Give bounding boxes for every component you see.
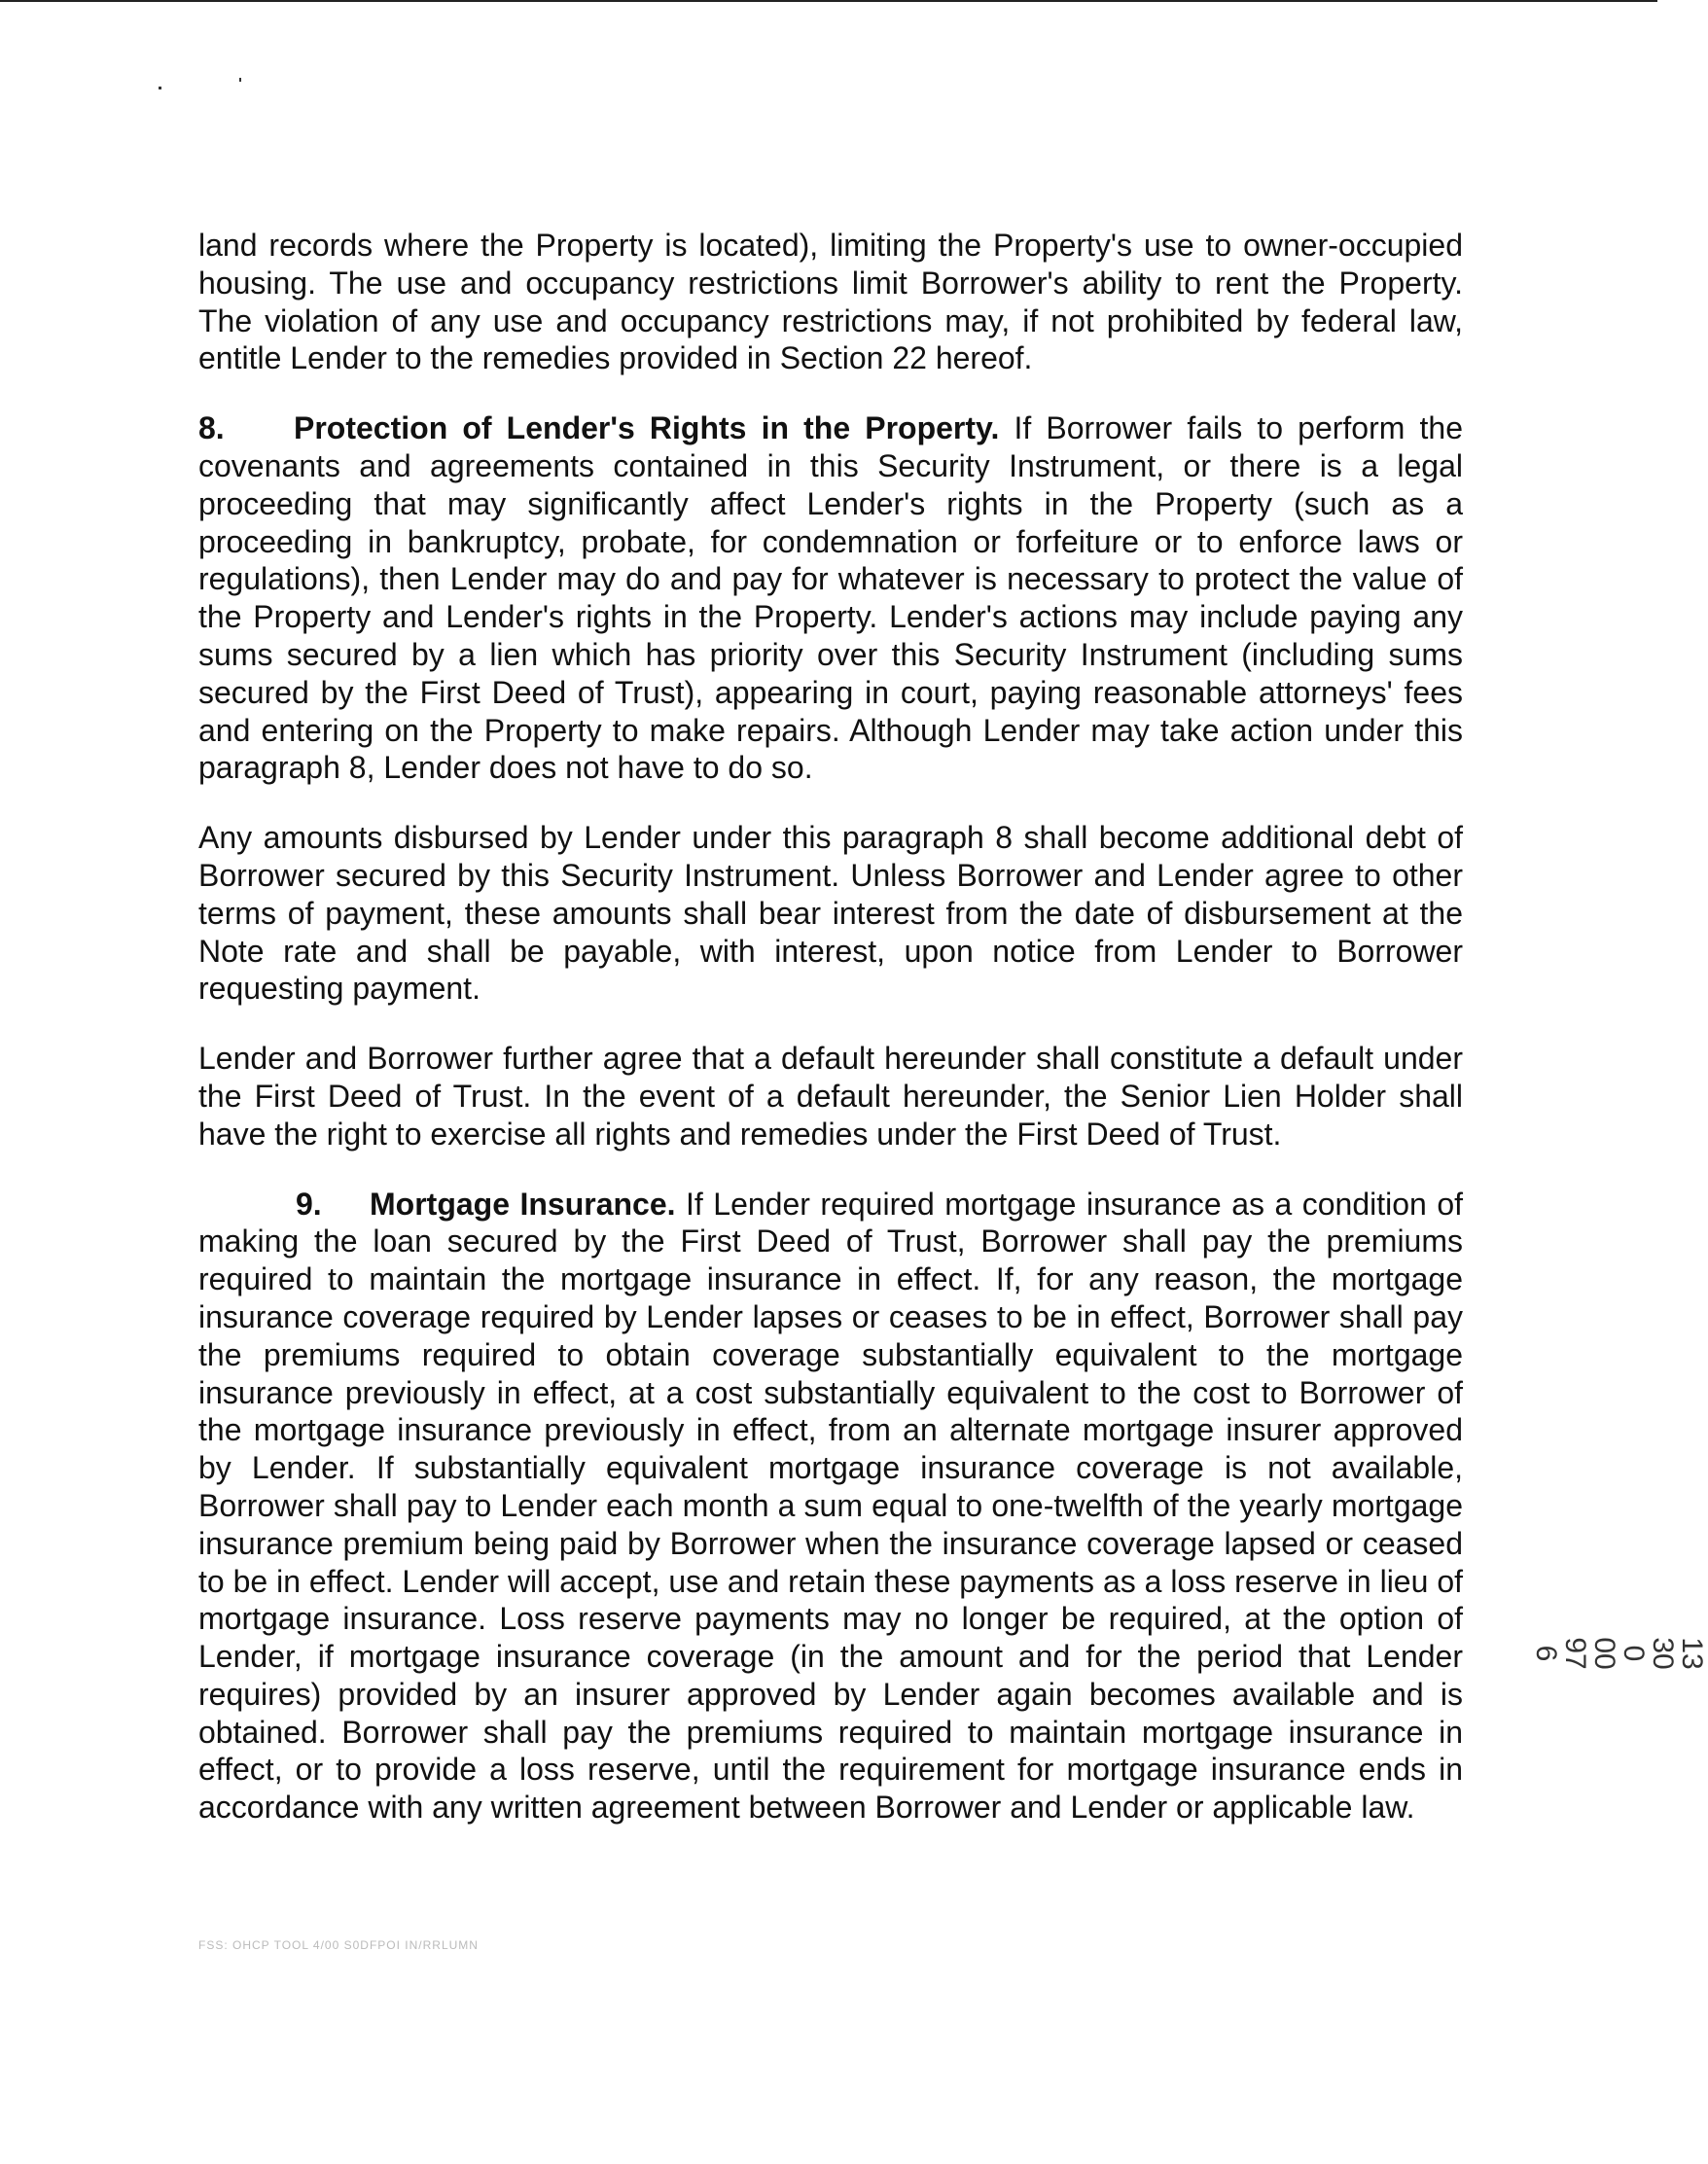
section-heading: Mortgage Insurance.: [370, 1186, 676, 1222]
section-text: If Lender required mortgage insurance as a condition of making the loan secured by the First Deed of Trust, Borrower shall pay the premiums required to maintain the mortgage insurance in effect. If, for any reason, the mortgage insurance coverage required by Lender lapses or ceases to be in effect, Borrower shall pay the premiums required to obtain coverage substantially equivalent to the mortgage insurance previously in effect, at a cost substantially equivalent to the cost to Borrower of the mortgage insurance previously in effect, from an alternate mortgage insurer approved by Lender. If substantially equivalent mortgage insurance coverage is not available, Borrower shall pay to Lender each month a sum equal to one-twelfth of the yearly mortgage insurance premium being paid by Borrower when the insurance coverage lapsed or ceased to be in effect. Lender will accept, use and retain these payments as a loss reserve in lieu of mortgage insurance. Loss reserve payments may no longer be required, at the option of Lender, if mortgage insurance coverage (in the amount and for the period that Lender requires) provided by an insurer approved by Lender again becomes available and is obtained. Borrower shall pay the premiums required to maintain mortgage insurance in effect, or to provide a loss reserve, until the requirement for mortgage insurance ends in accordance with any written agreement between Borrower and Lender or applicable law.: [198, 1186, 1464, 1826]
scan-speck: [159, 87, 161, 89]
paragraph-default-agreement: [198, 1040, 1463, 1153]
section-number: 8.: [198, 410, 225, 446]
section-text: If Borrower fails to perform the covenants and agreements contained in this Security Instrument, or there is a legal proceeding that may significantly affect Lender's rights in the Property (such as a proceeding in bankruptcy, probate, for condemnation or forfeiture or to enforce laws or regulations), then Lender may do and pay for whatever is necessary to protect the value of the Property and Lender's rights in the Property. Lender's actions may include paying any sums secured by a lien which has priority over this Security Instrument (including sums secured by the First Deed of Trust), appearing in court, paying reasonable attorneys' fees and entering on the Property to make repairs. Although Lender may take action under this paragraph 8, Lender does not have to do so.: [198, 410, 1464, 786]
stamp-text: 13300 00976: [1530, 1637, 1708, 1670]
scan-speck: [239, 78, 241, 82]
section-8-protection-of-lenders-rights: [198, 409, 1463, 787]
section-heading: Protection of Lender's Rights in the Property.: [294, 410, 1000, 446]
section-9-mortgage-insurance: [198, 1186, 1463, 1827]
section-number: 9.: [296, 1186, 322, 1222]
paragraph-text: Lender and Borrower further agree that a default hereunder shall constitute a default under the First Deed of Trust. In the event of a default hereunder, the Senior Lien Holder shall have the right to exercise all rights and remedies under the First Deed of Trust.: [198, 1041, 1463, 1152]
paragraph-amounts-disbursed: [198, 819, 1463, 1008]
document-body: [198, 227, 1463, 1859]
paragraph-text: Any amounts disbursed by Lender under this paragraph 8 shall become additional debt of Borrower secured by this Security Instrument. Unless Borrower and Lender agree to other terms of payment, these amounts shall bear interest from the date of disbursement at the Note rate and shall be payable, with interest, upon notice from Lender to Borrower requesting payment.: [198, 820, 1463, 1007]
paragraph-text: land records where the Property is located), limiting the Property's use to owner-occupied housing. The use and occupancy restrictions limit Borrower's ability to rent the Property. The violation of any use and occupancy restrictions may, if not prohibited by federal law, entitle Lender to the remedies provided in Section 22 hereof.: [198, 228, 1463, 376]
page-top-border: [0, 0, 1657, 2]
paragraph-use-restrictions: [198, 227, 1463, 377]
document-number-stamp: [1530, 1566, 1708, 1741]
faint-footer-form-code: FSS: OHCP TOOL 4/00 S0DFPOI IN/RRLUMN: [198, 1938, 479, 1952]
